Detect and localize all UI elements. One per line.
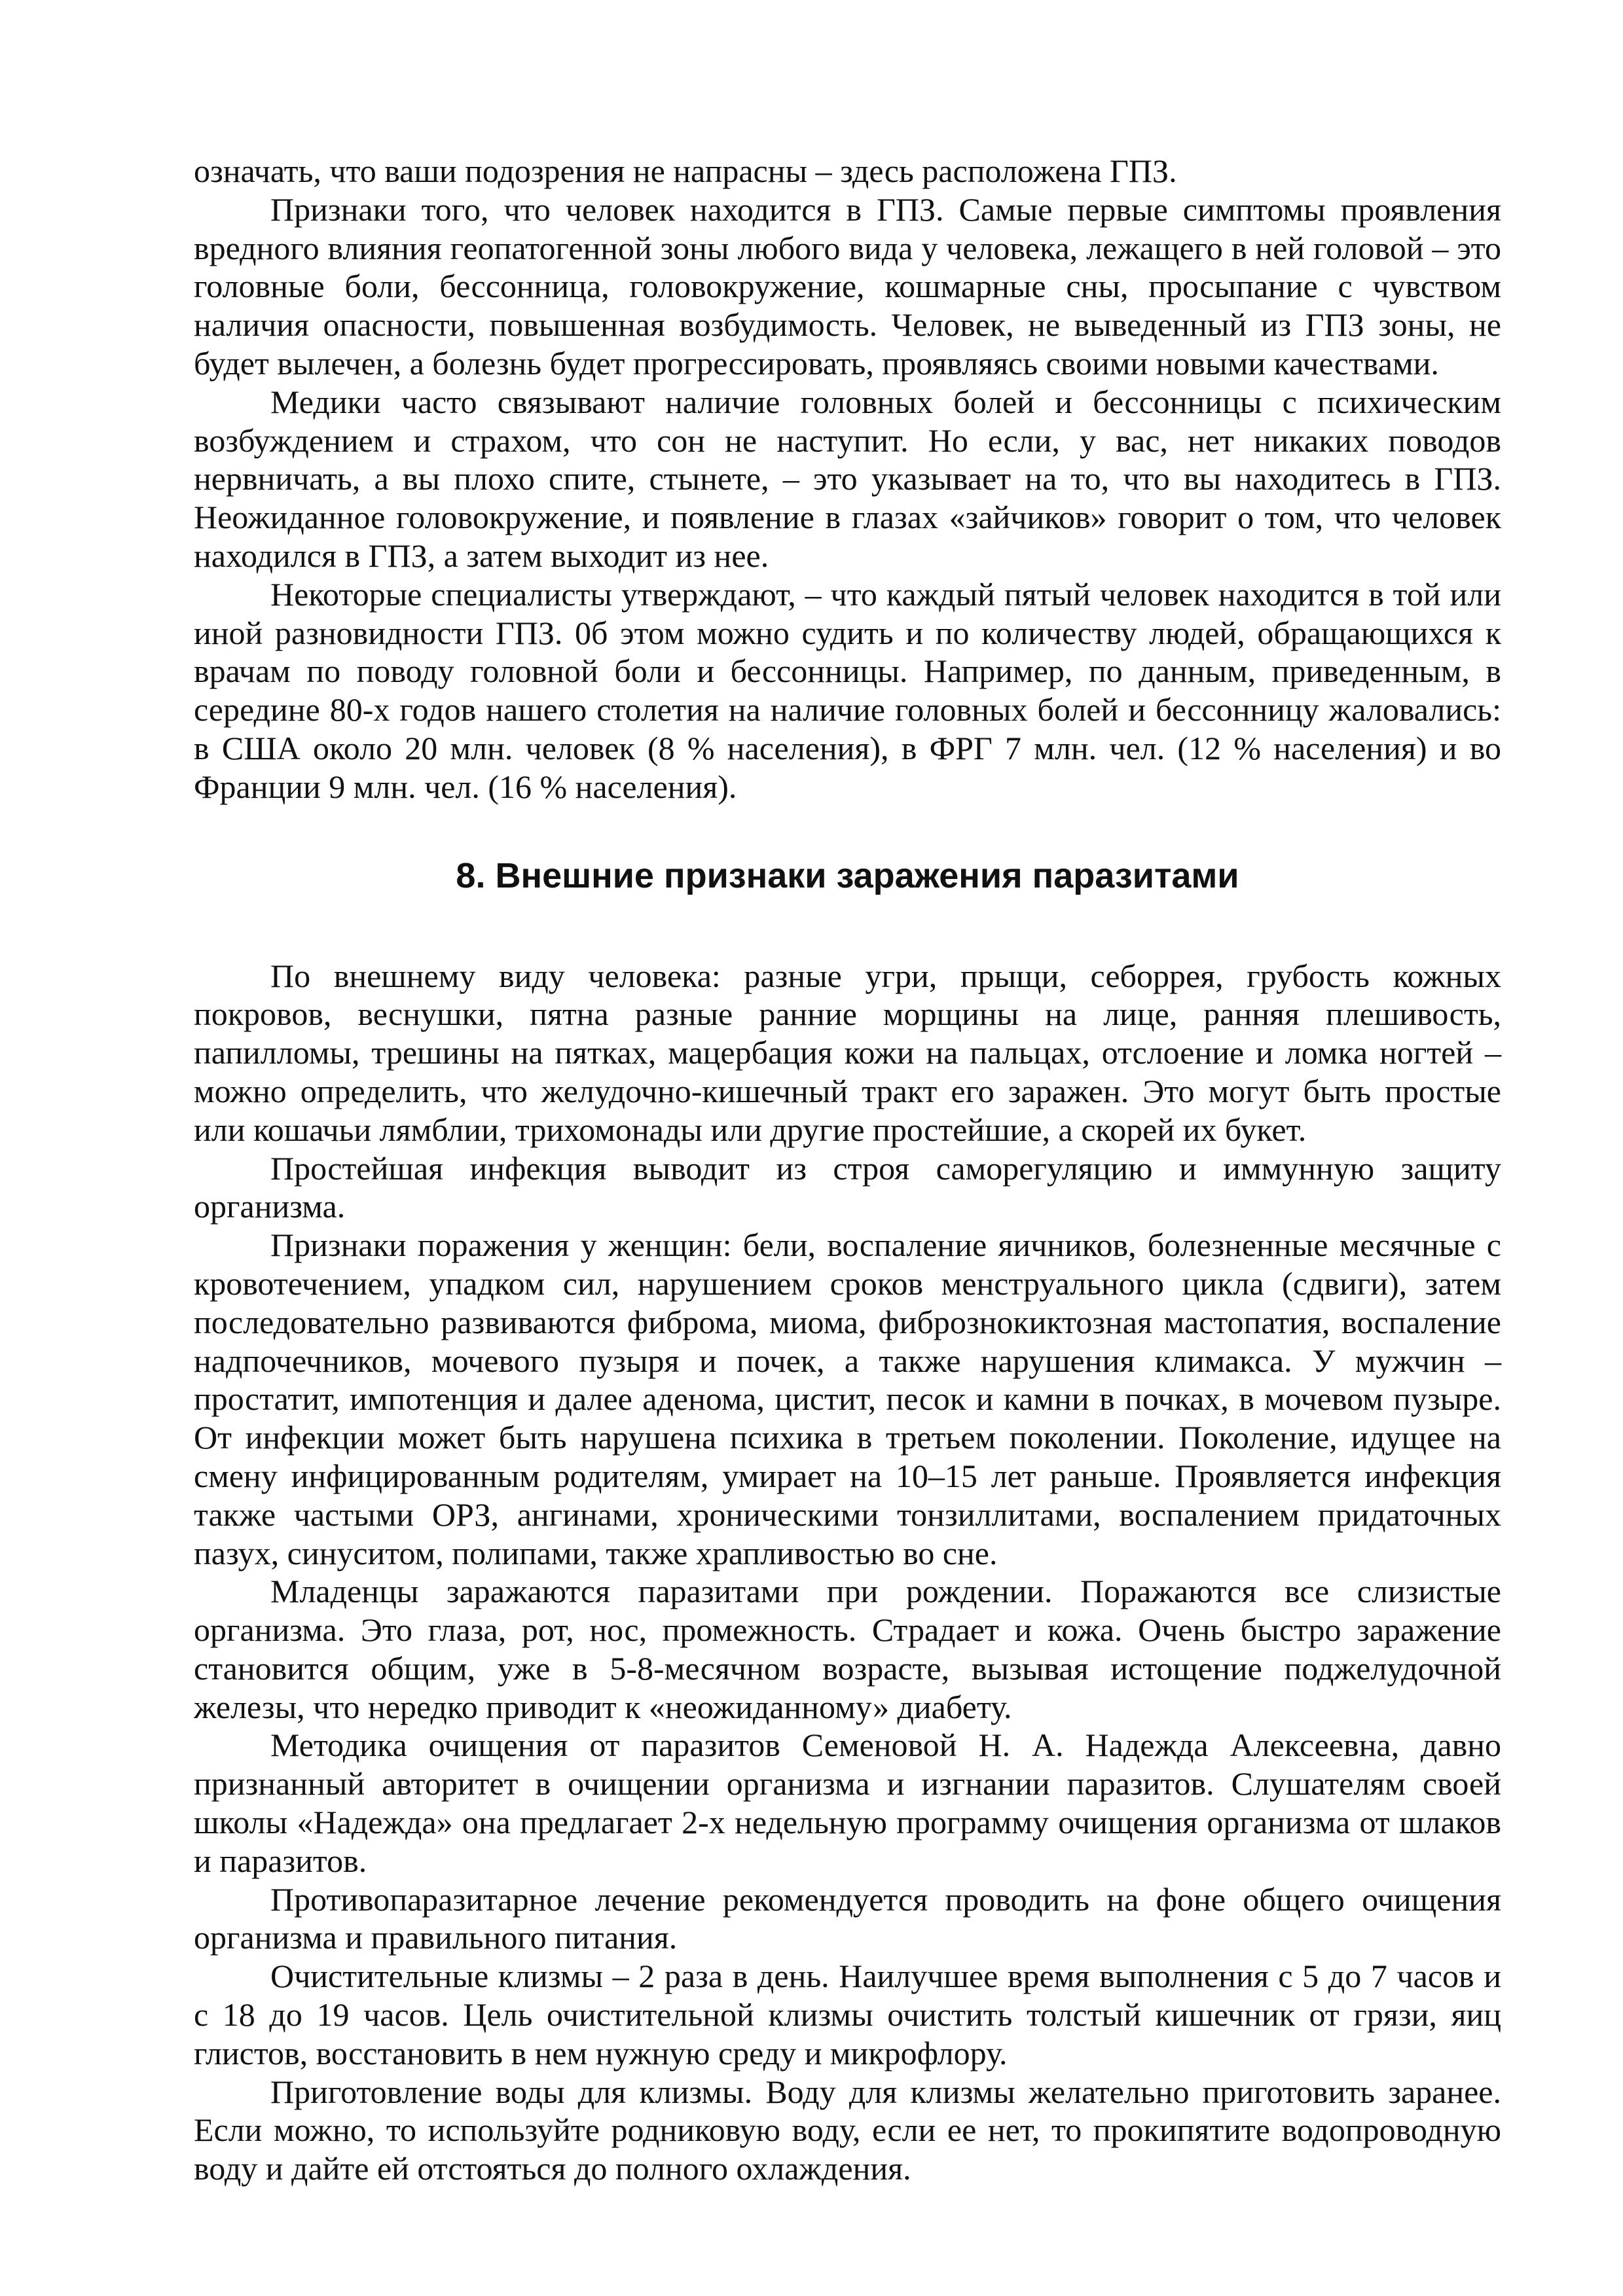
paragraph-enemas: Очистительные клизмы – 2 раза в день. Наилучшее время выполнения с 5 до 7 часов и с 18 до 19 часов. Цель очистительной клизмы очистить толстый кишечник от грязи, яиц глистов, восстановить в нем нужную среду и микрофлору. [194, 1958, 1501, 2072]
paragraph-medics: Медики часто связывают наличие головных болей и бессонницы с психическим возбуждением и страхом, что сон не наступит. Но если, у вас, нет никаких поводов нервничать, а вы плохо спите, стынете, – это указывает на то, что вы находитесь в ГПЗ. Неожиданное головокружение, и появление в глазах «зайчиков» говорит о том, что человек находился в ГПЗ, а затем выходит из нее. [194, 383, 1501, 574]
paragraph-method: Методика очищения от паразитов Семеновой Н. А. Надежда Алексеевна, давно признанный авторитет в очищении организма и изгнании паразитов. Слушателям своей школы «Надежда» она предлагает 2-х недельную программу очищения организма от шлаков и паразитов. [194, 1727, 1501, 1879]
paragraph-gpz-symptoms: Признаки того, что человек находится в ГПЗ. Самые первые симптомы проявления вредного влияния геопатогенной зоны любого вида у человека, лежащего в ней головой – это головные боли, бессонница, головокружение, кошмарные сны, просыпание с чувством наличия опасности, повышенная возбудимость. Человек, не выведенный из ГПЗ зоны, не будет вылечен, а болезнь будет прогрессировать, проявляясь своими новыми качествами. [194, 190, 1501, 382]
document-page [194, 152, 1501, 2188]
paragraph-water-prep: Приготовление воды для клизмы. Воду для клизмы желательно приготовить заранее. Если можно, то используйте родниковую воду, если ее нет, то прокипятите водопроводную воду и дайте ей отстояться до полного охлаждения. [194, 2073, 1501, 2187]
paragraph-treatment: Противопаразитарное лечение рекомендуется проводить на фоне общего очищения организма и правильного питания. [194, 1880, 1501, 1956]
paragraph-statistics: Некоторые специалисты утверждают, – что каждый пятый человек находится в той или иной разновидности ГПЗ. 0б этом можно судить и по количеству людей, обращающихся к врачам по поводу головной боли и бессонницы. Например, по данным, приведенным, в середине 80-х годов нашего столетия на наличие головных болей и бессонницу жаловались: в США около 20 млн. человек (8 % населения), в ФРГ 7 млн. чел. (12 % населения) и во Франции 9 млн. чел. (16 % населения). [194, 575, 1501, 805]
paragraph-infants: Младенцы заражаются паразитами при рождении. Поражаются все слизистые организма. Это глаза, рот, нос, промежность. Страдает и кожа. Очень быстро заражение становится общим, уже в 5-8-месячном возрасте, вызывая истощение поджелудочной железы, что нередко приводит к «неожиданному» диабету. [194, 1573, 1501, 1725]
paragraph-external-signs: По внешнему виду человека: разные угри, прыщи, себоррея, грубость кожных покровов, веснушки, пятна разные ранние морщины на лице, ранняя плешивость, папилломы, трешины на пятках, мацербация кожи на пальцах, отслоение и ломка ногтей – можно определить, что желудочно-кишечный тракт его заражен. Это могут быть простые или кошачьи лямблии, трихомонады или другие простейшие, а скорей их букет. [194, 957, 1501, 1148]
paragraph-signs-women-men: Признаки поражения у женщин: бели, воспаление яичников, болезненные месячные с кровотечением, упадком сил, нарушением сроков менструального цикла (сдвиги), затем последовательно развиваются фиброма, миома, фибрознокиктозная мастопатия, воспаление надпочечников, мочевого пузыря и почек, а также нарушения климакса. У мужчин – простатит, импотенция и далее аденома, цистит, песок и камни в почках, в мочевом пузыре. От инфекции может быть нарушена психика в третьем поколении. Поколение, идущее на смену инфицированным родителям, умирает на 10–15 лет раньше. Проявляется инфекция также частыми ОРЗ, ангинами, хроническими тонзиллитами, воспалением придаточных пазух, синуситом, полипами, также храпливостью во сне. [194, 1227, 1501, 1571]
section-heading: 8. Внешние признаки заражения паразитами [456, 855, 1239, 895]
paragraph-continuation: означать, что ваши подозрения не напрасны – здесь расположена ГПЗ. [194, 152, 1177, 189]
paragraph-infection: Простейшая инфекция выводит из строя саморегуляцию и иммунную защиту организма. [194, 1149, 1501, 1225]
